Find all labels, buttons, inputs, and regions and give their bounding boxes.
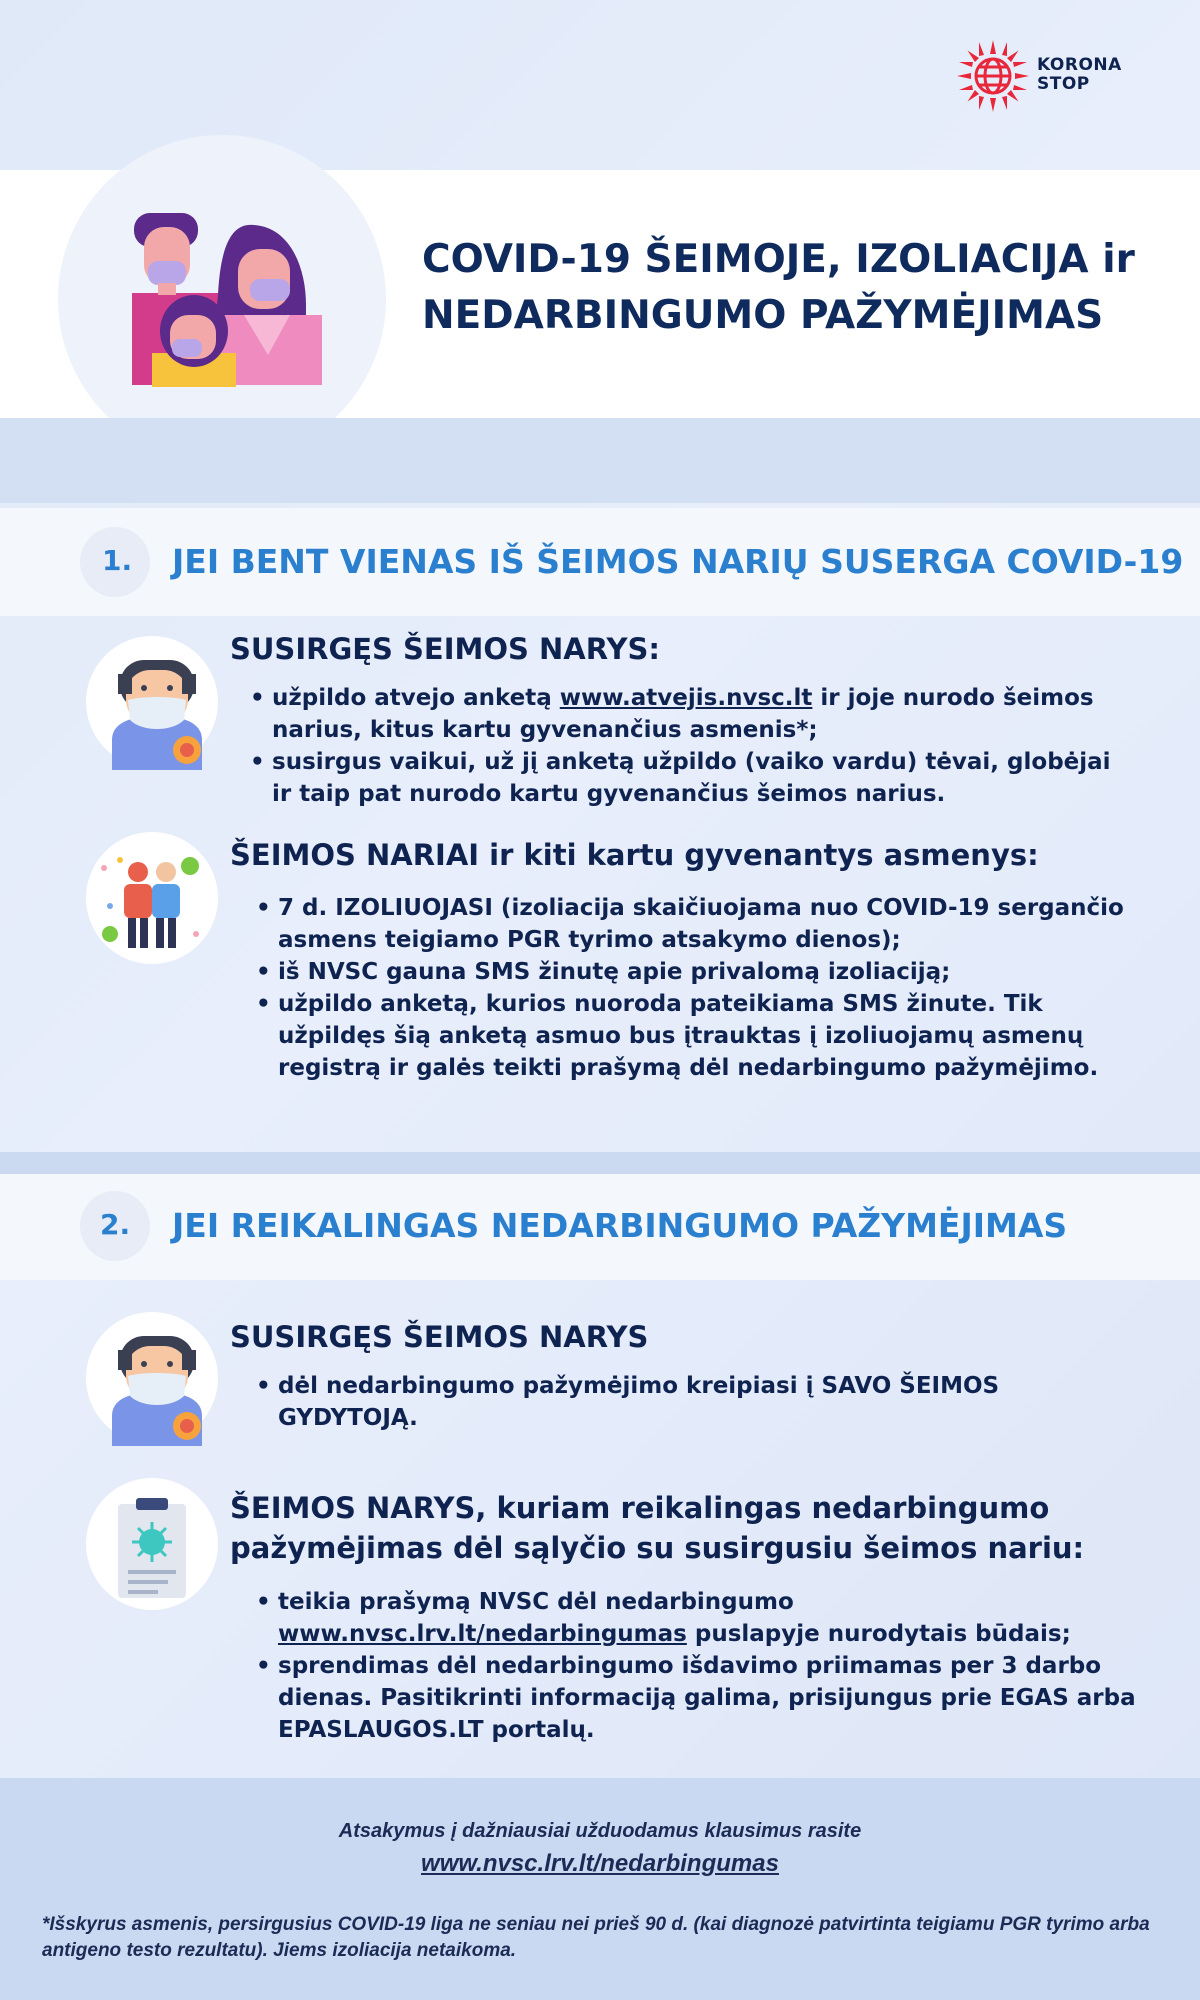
list-item: • užpildo anketą, kurios nuoroda pateikiama SMS žinute. Tik užpildęs šią anketą asmuo bus įtrauktas į izoliuojamų asmenų registrą ir galės teikti prašymą dėl nedarbingumo pažymėjimo. bbox=[256, 988, 1156, 1084]
section1-title: JEI BENT VIENAS IŠ ŠEIMOS NARIŲ SUSERGA COVID-19 bbox=[172, 542, 1184, 581]
section2-title: JEI REIKALINGAS NEDARBINGUMO PAŽYMĖJIMAS bbox=[172, 1206, 1068, 1245]
sun-virus-logo-icon bbox=[955, 38, 1031, 114]
family-with-masks-icon bbox=[128, 205, 328, 395]
section2-block1-title: SUSIRGĘS ŠEIMOS NARYS bbox=[230, 1320, 649, 1354]
korona-stop-logo bbox=[955, 38, 1155, 118]
header-bottom-band bbox=[0, 418, 1200, 503]
page-title: COVID-19 ŠEIMOJE, IZOLIACIJA ir NEDARBINGUMO PAŽYMĖJIMAS bbox=[422, 237, 1135, 338]
footer-link-wrap bbox=[0, 1850, 1200, 1878]
footer-band bbox=[0, 1778, 1200, 2000]
section-divider bbox=[0, 1152, 1200, 1174]
masked-person-icon bbox=[102, 1316, 212, 1446]
list-item: • susirgus vaikui, už jį anketą užpildo (vaiko vardu) tėvai, globėjai ir taip pat nurodo kartu gyvenančius šeimos narius. bbox=[250, 746, 1130, 810]
section1-block2-title: ŠEIMOS NARIAI ir kiti kartu gyvenantys asmenys: bbox=[230, 838, 1039, 872]
list-item: • užpildo atvejo anketą www.atvejis.nvsc.lt ir joje nurodo šeimos narius, kitus kartu gyvenančius asmenis*; bbox=[250, 682, 1130, 746]
section1-block2-list bbox=[256, 892, 1156, 1084]
footnote: *Išskyrus asmenis, persirgusius COVID-19 liga ne seniau nei prieš 90 d. (kai diagnozė patvirtinta teigiamu PGR tyrimo arba antigeno testo rezultatu). Jiems izoliacija netaikoma. bbox=[42, 1914, 1150, 1961]
section1-block1-list bbox=[250, 682, 1130, 810]
atvejis-link[interactable]: www.atvejis.nvsc.lt bbox=[559, 685, 813, 711]
list-item: • teikia prašymą NVSC dėl nedarbingumo www.nvsc.lrv.lt/nedarbingumas puslapyje nurodytais būdais; bbox=[256, 1586, 1156, 1650]
list-item: • dėl nedarbingumo pažymėjimo kreipiasi į SAVO ŠEIMOS GYDYTOJĄ. bbox=[256, 1370, 1116, 1434]
list-item: • iš NVSC gauna SMS žinutę apie privalomą izoliaciją; bbox=[256, 956, 1156, 988]
nedarbingumas-link[interactable]: www.nvsc.lrv.lt/nedarbingumas bbox=[278, 1621, 687, 1647]
logo-text: KORONA STOP bbox=[1037, 55, 1122, 94]
footer-nedarbingumas-link[interactable]: www.nvsc.lrv.lt/nedarbingumas bbox=[421, 1850, 779, 1877]
masked-person-icon bbox=[102, 640, 212, 770]
section2-block1-list bbox=[256, 1370, 1116, 1434]
section2-block2-list bbox=[256, 1586, 1156, 1746]
section1-block1-title: SUSIRGĘS ŠEIMOS NARYS: bbox=[230, 632, 660, 666]
medical-document-virus-icon bbox=[112, 1494, 192, 1604]
list-item: • 7 d. IZOLIUOJASI (izoliacija skaičiuojama nuo COVID-19 sergančio asmens teigiamo PGR tyrimo atsakymo dienos); bbox=[256, 892, 1156, 956]
section2-block2-title: ŠEIMOS NARYS, kuriam reikalingas nedarbingumo pažymėjimas dėl sąlyčio su susirgusiu šeimos nariu: bbox=[230, 1491, 1085, 1565]
section1-number: 1. bbox=[102, 544, 133, 577]
family-members-virus-icon bbox=[90, 846, 210, 956]
list-item: • sprendimas dėl nedarbingumo išdavimo priimamas per 3 darbo dienas. Pasitikrinti informaciją galima, prisijungus prie EGAS arba EPASLAUGOS.LT portalų. bbox=[256, 1650, 1156, 1746]
section2-number: 2. bbox=[100, 1208, 131, 1241]
footer-faq-text: Atsakymus į dažniausiai užduodamus klausimus rasite bbox=[338, 1820, 862, 1842]
